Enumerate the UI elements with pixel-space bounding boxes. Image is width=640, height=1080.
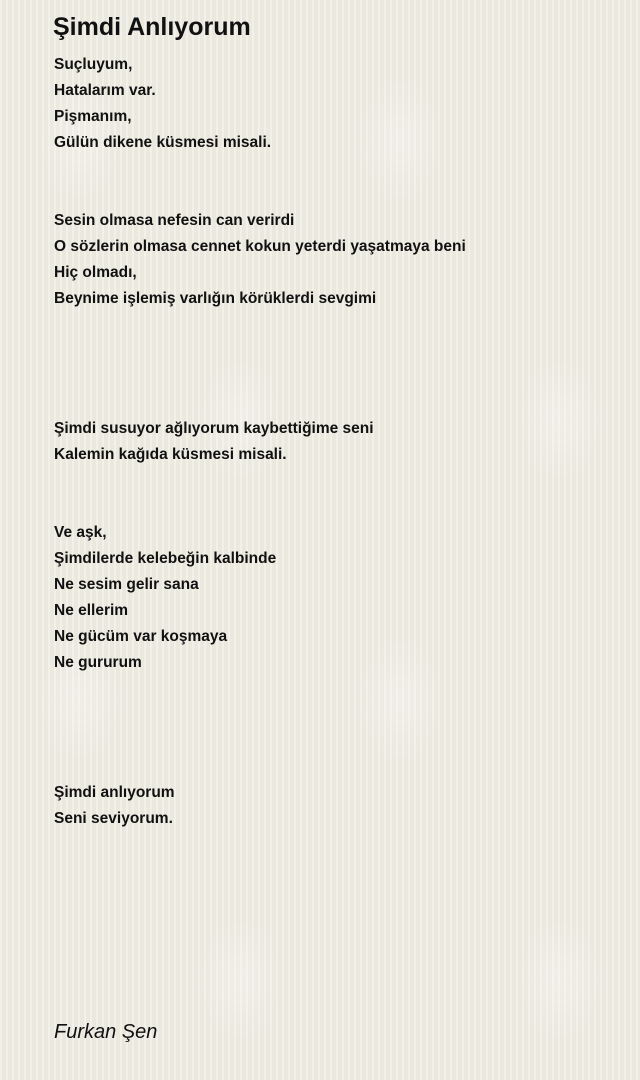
poem-line: Beynime işlemiş varlığın körüklerdi sevgimi xyxy=(54,290,377,307)
poem-line: Seni seviyorum. xyxy=(54,810,173,827)
poem-line: Şimdi susuyor ağlıyorum kaybettiğime seni xyxy=(54,420,374,437)
poem-line: Kalemin kağıda küsmesi misali. xyxy=(54,446,287,463)
poem-blank-line xyxy=(54,182,614,208)
poem-line: Ne sesim gelir sana xyxy=(54,576,199,593)
poem-blank-line xyxy=(54,702,614,728)
poem-line: Sesin olmasa nefesin can verirdi xyxy=(54,212,295,229)
poem-line: Gülün dikene küsmesi misali. xyxy=(54,134,272,151)
poem-blank-line xyxy=(54,390,614,416)
poem-line: Suçluyum, xyxy=(54,56,133,73)
poem-body xyxy=(54,52,614,832)
poem-author: Furkan Şen xyxy=(54,1021,158,1043)
poem-line: Ne gücüm var koşmaya xyxy=(54,628,228,645)
poem-blank-line xyxy=(54,728,614,754)
poem-line: Şimdilerde kelebeğin kalbinde xyxy=(54,550,277,567)
poem-line: Ve aşk, xyxy=(54,524,107,541)
poem-blank-line xyxy=(54,676,614,702)
poem-line: Pişmanım, xyxy=(54,108,132,125)
poem-blank-line xyxy=(54,468,614,494)
poem-blank-line xyxy=(54,156,614,182)
poem-line: Ne ellerim xyxy=(54,602,129,619)
poem-title: Şimdi Anlıyorum xyxy=(53,13,251,41)
poem-blank-line xyxy=(54,364,614,390)
poem-blank-line xyxy=(54,494,614,520)
poem-blank-line xyxy=(54,338,614,364)
poem-line: Şimdi anlıyorum xyxy=(54,784,175,801)
poem-line: Hiç olmadı, xyxy=(54,264,137,281)
poem-line: Ne gururum xyxy=(54,654,142,671)
poem-line: Hatalarım var. xyxy=(54,82,156,99)
poem-blank-line xyxy=(54,312,614,338)
poem-line: O sözlerin olmasa cennet kokun yeterdi yaşatmaya beni xyxy=(54,238,466,255)
poem-blank-line xyxy=(54,754,614,780)
